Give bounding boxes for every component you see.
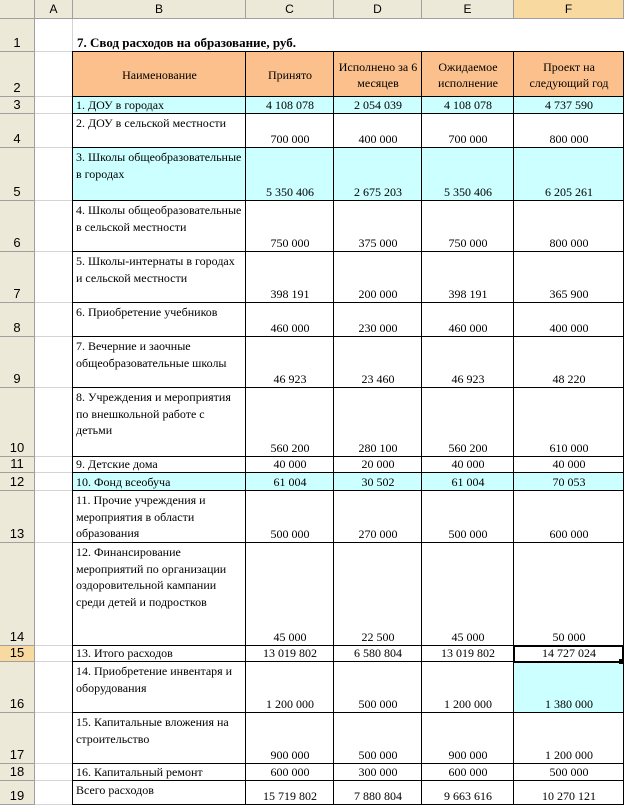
value-cell-e[interactable]: 900 000	[448, 747, 488, 762]
gridline	[35, 200, 73, 201]
row-name-cell[interactable]: 2. ДОУ в сельской местности	[76, 116, 227, 130]
table-border	[72, 52, 73, 805]
value-cell-c[interactable]: 45 000	[273, 629, 307, 644]
value-cell-f[interactable]: 4 737 590	[514, 97, 624, 114]
table-border	[72, 51, 624, 52]
row-header-11[interactable]: 11	[0, 457, 35, 473]
row-header-6[interactable]: 6	[0, 201, 35, 252]
table-border	[72, 780, 624, 781]
column-header-a[interactable]: A	[35, 0, 73, 19]
value-cell-c[interactable]: 13 019 802	[263, 646, 317, 660]
column-header-b[interactable]: B	[73, 0, 246, 19]
value-cell-c[interactable]: 15 719 802	[263, 788, 317, 803]
value-cell-c[interactable]: 46 923	[273, 371, 307, 386]
gridline	[35, 456, 73, 457]
row-header-18[interactable]: 18	[0, 764, 35, 781]
table-border	[513, 52, 514, 805]
value-cell-d[interactable]: 230 000	[358, 320, 398, 335]
row-name-cell[interactable]: 6. Приобретение учебников	[76, 305, 218, 319]
value-cell-d[interactable]: 270 000	[358, 526, 398, 541]
row-name-cell[interactable]: 7. Вечерние и заочные общеобразовательные школы	[76, 339, 227, 370]
active-cell-cursor[interactable]	[513, 645, 624, 663]
table-border	[72, 542, 624, 543]
row-header-15[interactable]: 15	[0, 646, 35, 662]
table-border	[245, 52, 246, 805]
value-cell-e[interactable]: 560 200	[448, 440, 488, 455]
gridline	[35, 661, 73, 662]
value-cell-e[interactable]: 4 108 078	[422, 97, 514, 114]
value-cell-d[interactable]: 30 502	[334, 473, 422, 491]
gridline	[35, 251, 73, 252]
sheet-title[interactable]: 7. Свод расходов на образование, руб.	[77, 34, 296, 50]
value-cell-f[interactable]: 800 000	[549, 131, 589, 146]
value-cell-d[interactable]: 23 460	[361, 371, 395, 386]
value-cell-c[interactable]: 1 200 000	[266, 696, 314, 711]
gridline	[35, 96, 73, 97]
value-cell-e[interactable]: 460 000	[448, 320, 488, 335]
value-cell-c[interactable]: 460 000	[270, 320, 310, 335]
gridline	[35, 472, 73, 473]
value-cell-d[interactable]: 6 580 804	[354, 646, 402, 660]
value-cell-e[interactable]: 600 000	[448, 764, 488, 779]
row-name-cell[interactable]: 8. Учреждения и мероприятия по внешкольной работе с детьми	[76, 390, 231, 437]
table-border	[333, 52, 334, 805]
row-header-10[interactable]: 10	[0, 388, 35, 457]
row-header-4[interactable]: 4	[0, 114, 35, 148]
value-cell-e[interactable]: 9 663 616	[444, 788, 492, 803]
gridline	[35, 490, 73, 491]
value-cell-f[interactable]: 600 000	[549, 526, 589, 541]
gridline	[72, 19, 73, 52]
row-name-cell[interactable]: 14. Приобретение инвентаря и оборудования	[76, 664, 233, 695]
select-all-corner[interactable]	[0, 0, 35, 19]
row-header-7[interactable]: 7	[0, 252, 35, 303]
column-header-e[interactable]: E	[422, 0, 514, 19]
table-border	[421, 52, 422, 805]
value-cell-e[interactable]: 61 004	[422, 473, 514, 491]
value-cell-e[interactable]: 500 000	[448, 526, 488, 541]
table-border	[72, 472, 624, 473]
table-border	[72, 387, 624, 388]
row-name-cell[interactable]: 15. Капитальные вложения на строительство	[76, 715, 229, 746]
row-header-8[interactable]: 8	[0, 303, 35, 337]
value-cell-d[interactable]: 280 100	[358, 440, 398, 455]
table-border	[72, 490, 624, 491]
value-cell-c[interactable]: 900 000	[270, 747, 310, 762]
value-cell-f[interactable]: 610 000	[549, 440, 589, 455]
table-border	[72, 763, 624, 764]
value-cell-e[interactable]: 40 000	[451, 457, 485, 471]
row-header-13[interactable]: 13	[0, 491, 35, 543]
header-name[interactable]: Наименование	[73, 52, 246, 97]
value-cell-e[interactable]: 13 019 802	[441, 646, 495, 660]
gridline	[35, 387, 73, 388]
value-cell-d[interactable]: 300 000	[358, 764, 398, 779]
value-cell-f[interactable]: 48 220	[552, 371, 586, 386]
value-cell-f[interactable]: 6 205 261	[514, 148, 624, 201]
row-name-cell[interactable]: 3. Школы общеобразовательные в городах	[73, 148, 246, 201]
value-cell-d[interactable]: 400 000	[358, 131, 398, 146]
row-name-cell[interactable]: Всего расходов	[76, 783, 154, 797]
row-name-cell[interactable]: 9. Детские дома	[76, 457, 158, 471]
row-header-19[interactable]: 19	[0, 781, 35, 805]
value-cell-d[interactable]: 2 054 039	[334, 97, 422, 114]
header-expected[interactable]: Ожидаемое исполнение	[422, 52, 514, 97]
row-name-cell[interactable]: 4. Школы общеобразовательные в сельской местности	[76, 203, 242, 234]
row-header-17[interactable]: 17	[0, 713, 35, 764]
table-border	[72, 302, 624, 303]
value-cell-f[interactable]: 40 000	[552, 457, 586, 471]
row-header-2[interactable]: 2	[0, 52, 35, 97]
value-cell-c[interactable]: 500 000	[270, 526, 310, 541]
row-name-cell[interactable]: 13. Итого расходов	[76, 646, 173, 660]
value-cell-c[interactable]: 61 004	[246, 473, 334, 491]
value-cell-c[interactable]: 600 000	[270, 764, 310, 779]
table-border	[72, 712, 624, 713]
row-name-cell[interactable]: 16. Капитальный ремонт	[76, 764, 203, 779]
header-executed-6m[interactable]: Исполнено за 6 месяцев	[334, 52, 422, 97]
value-cell-c[interactable]: 40 000	[273, 457, 307, 471]
value-cell-d[interactable]: 500 000	[358, 696, 398, 711]
value-cell-d[interactable]: 22 500	[361, 629, 395, 644]
fill-handle[interactable]	[619, 659, 624, 664]
value-cell-f[interactable]: 50 000	[552, 629, 586, 644]
table-border	[72, 147, 624, 148]
table-border	[72, 456, 624, 457]
value-cell-e[interactable]: 45 000	[451, 629, 485, 644]
value-cell-f[interactable]: 400 000	[549, 320, 589, 335]
value-cell-c[interactable]: 750 000	[270, 235, 310, 250]
gridline	[35, 712, 73, 713]
header-accepted[interactable]: Принято	[246, 52, 334, 97]
value-cell-f[interactable]: 500 000	[549, 764, 589, 779]
row-name-cell[interactable]: 12. Финансирование мероприятий по организации оздоровительной кампании среди детей и подростков	[76, 545, 227, 609]
gridline	[35, 51, 73, 52]
column-header-f[interactable]: F	[514, 0, 624, 19]
gridline	[35, 113, 73, 114]
value-cell-d[interactable]: 2 675 203	[334, 148, 422, 201]
row-header-1[interactable]: 1	[0, 19, 35, 52]
value-cell-d[interactable]: 375 000	[358, 235, 398, 250]
value-cell-d[interactable]: 200 000	[358, 286, 398, 301]
value-cell-d[interactable]: 500 000	[358, 747, 398, 762]
column-header-d[interactable]: D	[334, 0, 422, 19]
gridline	[35, 542, 73, 543]
gridline	[35, 780, 73, 781]
table-border	[72, 336, 624, 337]
value-cell-c[interactable]: 4 108 078	[246, 97, 334, 114]
value-cell-f[interactable]: 70 053	[514, 473, 624, 491]
gridline	[35, 302, 73, 303]
row-header-5[interactable]: 5	[0, 148, 35, 201]
row-name-cell[interactable]: 10. Фонд всеобуча	[73, 473, 246, 491]
value-cell-c[interactable]: 5 350 406	[246, 148, 334, 201]
gridline	[35, 645, 73, 646]
value-cell-f[interactable]: 365 900	[549, 286, 589, 301]
value-cell-e[interactable]: 398 191	[448, 286, 488, 301]
value-cell-f[interactable]: 1 380 000	[514, 662, 624, 713]
row-name-cell[interactable]: 11. Прочие учреждения и мероприятия в области образования	[76, 493, 206, 540]
value-cell-c[interactable]: 560 200	[270, 440, 310, 455]
value-cell-e[interactable]: 46 923	[451, 371, 485, 386]
row-header-12[interactable]: 12	[0, 473, 35, 491]
value-cell-f[interactable]: 1 200 000	[545, 747, 593, 762]
gridline	[35, 147, 73, 148]
value-cell-c[interactable]: 700 000	[270, 131, 310, 146]
table-border	[72, 200, 624, 201]
value-cell-f[interactable]: 800 000	[549, 235, 589, 250]
value-cell-e[interactable]: 750 000	[448, 235, 488, 250]
column-header-c[interactable]: C	[246, 0, 334, 19]
value-cell-f[interactable]: 10 270 121	[542, 788, 596, 803]
value-cell-e[interactable]: 5 350 406	[422, 148, 514, 201]
row-header-16[interactable]: 16	[0, 662, 35, 713]
row-header-14[interactable]: 14	[0, 543, 35, 646]
table-border	[72, 96, 624, 97]
gridline	[35, 763, 73, 764]
header-project[interactable]: Проект на следующий год	[514, 52, 624, 97]
value-cell-d[interactable]: 20 000	[361, 457, 395, 471]
value-cell-e[interactable]: 1 200 000	[444, 696, 492, 711]
gridline	[35, 336, 73, 337]
row-header-3[interactable]: 3	[0, 97, 35, 114]
table-border	[72, 251, 624, 252]
row-name-cell[interactable]: 5. Школы-интернаты в городах и сельской местности	[76, 254, 235, 285]
value-cell-e[interactable]: 700 000	[448, 131, 488, 146]
value-cell-f[interactable]: 14 727 024	[542, 646, 596, 660]
row-header-9[interactable]: 9	[0, 337, 35, 388]
table-border	[72, 113, 624, 114]
row-name-cell[interactable]: 1. ДОУ в городах	[73, 97, 246, 114]
value-cell-c[interactable]: 398 191	[270, 286, 310, 301]
value-cell-d[interactable]: 7 880 804	[354, 788, 402, 803]
